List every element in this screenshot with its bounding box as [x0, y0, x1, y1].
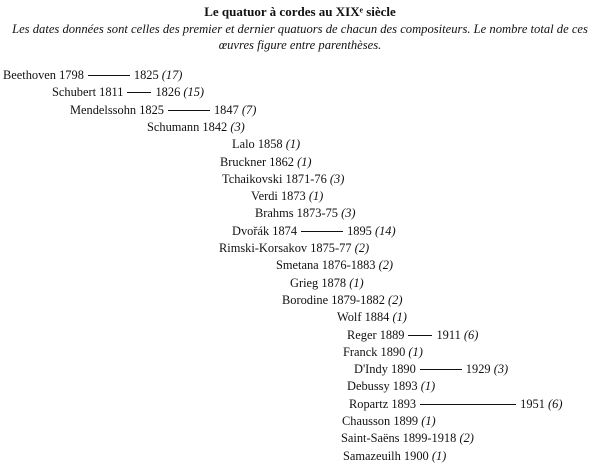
composer-name: Reger [347, 327, 377, 342]
first-quartet-date: 1893 [392, 379, 418, 394]
last-quartet-date: 1895 [347, 223, 372, 238]
first-quartet-date: 1890 [380, 344, 406, 359]
quartet-count: (1) [421, 414, 436, 428]
timeline-bar [420, 368, 462, 370]
composer-name: Wolf [337, 310, 362, 325]
composer-row [349, 396, 562, 413]
composer-row [220, 154, 312, 171]
composer-name: Brahms [255, 206, 294, 221]
last-quartet-date: 1911 [436, 327, 461, 342]
first-quartet-date: 1873-75 [296, 206, 338, 221]
timeline-bar [301, 230, 343, 232]
quartet-count: (3) [230, 119, 245, 134]
first-quartet-date: 1889 [379, 327, 405, 342]
composer-row [147, 119, 245, 136]
first-quartet-date: 1884 [364, 310, 390, 325]
timeline-bar [408, 334, 432, 336]
composer-row [342, 413, 436, 430]
composer-name: Chausson [342, 414, 391, 428]
quartet-count: (3) [329, 171, 345, 186]
composer-row [343, 448, 446, 465]
composer-row [52, 84, 204, 101]
timeline-bar [168, 109, 210, 111]
composer-name: Dvořák [232, 223, 270, 238]
composer-name: Franck [343, 344, 378, 359]
composer-row [232, 223, 396, 240]
intro-note: Les dates données sont celles des premier et dernier quatuors de chacun des compositeurs. Le nombre total de ces œuvres figure entre parenthèses. [12, 22, 588, 52]
quartet-count: (1) [285, 137, 301, 152]
composer-name: D'Indy [354, 362, 388, 377]
quartet-count: (2) [459, 431, 474, 446]
quartet-count: (3) [493, 362, 509, 377]
first-quartet-date: 1811 [99, 85, 124, 100]
quartet-count: (1) [420, 379, 436, 394]
composer-name: Debussy [347, 379, 390, 394]
first-quartet-date: 1862 [269, 154, 294, 169]
page-title: Le quatuor à cordes au XIXᵉ siècle [204, 4, 396, 19]
quartet-count: (14) [374, 223, 396, 238]
quartet-count: (6) [463, 327, 479, 342]
composer-row [282, 292, 403, 309]
composer-name: Saint-Saëns [341, 431, 400, 446]
composer-name: Bruckner [220, 154, 267, 169]
composer-row [341, 430, 474, 447]
composer-name: Grieg [290, 275, 319, 290]
composer-row [70, 102, 256, 119]
composer-row [347, 327, 478, 344]
first-quartet-date: 1890 [391, 362, 416, 377]
first-quartet-date: 1875-77 [310, 241, 352, 255]
quartet-count: (1) [308, 189, 324, 204]
first-quartet-date: 1871-76 [285, 171, 327, 186]
composer-name: Rimski-Korsakov [219, 241, 308, 255]
first-quartet-date: 1798 [59, 68, 84, 82]
composer-name: Samazeuilh [343, 448, 401, 463]
first-quartet-date: 1899-1918 [402, 431, 457, 446]
first-quartet-date: 1878 [321, 275, 347, 290]
quartet-count: (2) [354, 241, 370, 255]
composer-row [255, 205, 356, 222]
first-quartet-date: 1873 [280, 189, 306, 204]
composer-name: Schubert [52, 85, 97, 100]
composer-row [276, 257, 393, 274]
composer-row [290, 275, 364, 292]
composer-name: Beethoven [3, 68, 56, 82]
timeline-bar [420, 403, 516, 405]
timeline-bar [88, 74, 130, 76]
first-quartet-date: 1879-1882 [331, 292, 385, 307]
last-quartet-date: 1847 [213, 102, 239, 117]
composer-row [354, 361, 508, 378]
composer-row [337, 309, 407, 326]
composer-row [251, 188, 323, 205]
timeline-bar [127, 91, 151, 93]
first-quartet-date: 1842 [202, 119, 228, 134]
last-quartet-date: 1929 [465, 362, 491, 377]
quartet-count: (1) [392, 310, 407, 325]
quartet-count: (1) [431, 448, 447, 463]
composer-row [232, 136, 300, 153]
first-quartet-date: 1899 [393, 414, 419, 428]
composer-name: Tchaikovski [222, 171, 283, 186]
quartet-count: (7) [241, 102, 257, 117]
last-quartet-date: 1951 [520, 396, 545, 411]
first-quartet-date: 1858 [257, 137, 283, 152]
first-quartet-date: 1893 [391, 396, 417, 411]
last-quartet-date: 1825 [133, 68, 159, 82]
quartet-count: (1) [408, 344, 423, 359]
quartet-count: (1) [297, 154, 312, 169]
composer-row [219, 240, 369, 257]
first-quartet-date: 1874 [272, 223, 298, 238]
composer-row [343, 344, 423, 361]
composer-name: Verdi [251, 189, 278, 204]
composer-name: Schumann [147, 119, 200, 134]
composer-name: Smetana [276, 258, 319, 273]
composer-row [222, 171, 344, 188]
composer-name: Lalo [232, 137, 255, 152]
quartet-count: (2) [388, 292, 403, 307]
quartet-count: (17) [161, 68, 183, 82]
quartet-count: (1) [349, 275, 364, 290]
quartet-count: (3) [341, 206, 356, 221]
quartet-count: (15) [183, 85, 205, 100]
composer-row [3, 67, 182, 84]
quartet-count: (6) [548, 396, 563, 411]
composer-name: Ropartz [349, 396, 389, 411]
composer-name: Mendelssohn [70, 102, 137, 117]
composer-name: Borodine [282, 292, 329, 307]
first-quartet-date: 1900 [403, 448, 429, 463]
composer-row [347, 378, 435, 395]
first-quartet-date: 1825 [139, 102, 164, 117]
quartet-count: (2) [378, 258, 394, 273]
first-quartet-date: 1876-1883 [321, 258, 376, 273]
last-quartet-date: 1826 [155, 85, 181, 100]
